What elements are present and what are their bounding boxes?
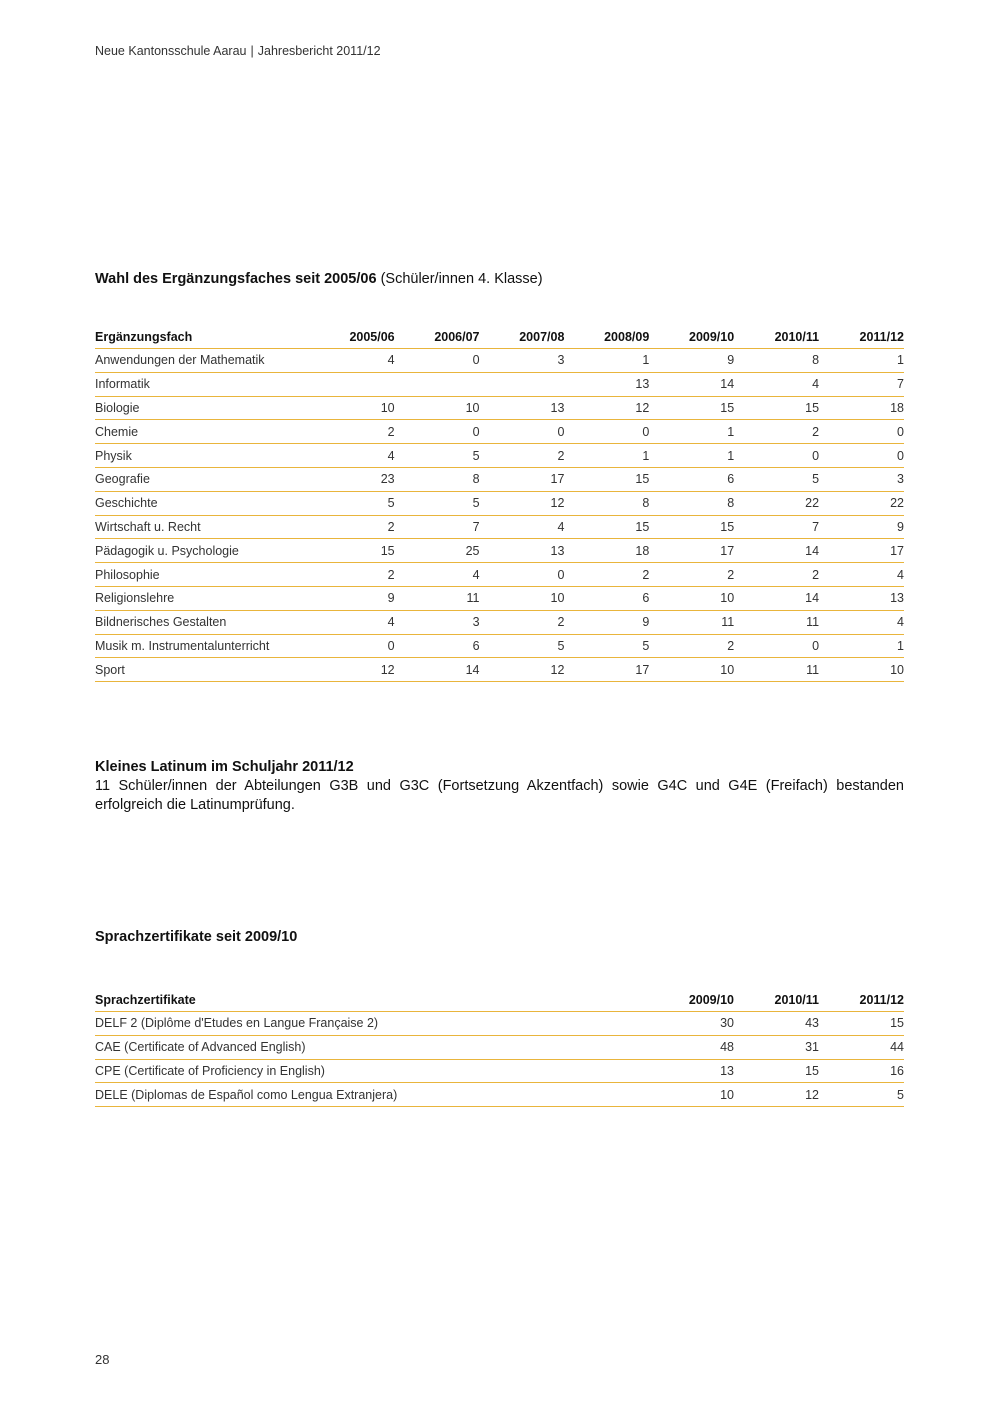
table-cell: 9 — [649, 349, 734, 373]
row-label: Chemie — [95, 420, 310, 444]
table-cell: 0 — [480, 420, 565, 444]
school-name: Neue Kantonsschule Aarau — [95, 44, 247, 58]
table-cell: 2 — [734, 563, 819, 587]
certificates-table — [95, 989, 904, 1107]
table-cell: 3 — [480, 349, 565, 373]
table-cell: 7 — [734, 515, 819, 539]
table-cell: 8 — [564, 491, 649, 515]
table-cell: 9 — [310, 586, 395, 610]
table-cell: 0 — [395, 420, 480, 444]
table-cell: 2 — [310, 420, 395, 444]
column-header: 2011/12 — [819, 326, 904, 349]
table-cell: 5 — [564, 634, 649, 658]
table-cell: 17 — [649, 539, 734, 563]
subject-row — [95, 467, 904, 491]
table-cell — [310, 372, 395, 396]
subject-row — [95, 396, 904, 420]
table-cell: 4 — [819, 563, 904, 587]
row-label: Physik — [95, 444, 310, 468]
table-cell: 0 — [395, 349, 480, 373]
column-header: 2006/07 — [395, 326, 480, 349]
table-cell: 12 — [734, 1083, 819, 1107]
table-cell: 16 — [819, 1059, 904, 1083]
table-cell: 0 — [480, 563, 565, 587]
table-cell: 11 — [395, 586, 480, 610]
table-cell: 18 — [564, 539, 649, 563]
table-cell: 6 — [649, 467, 734, 491]
table-cell: 10 — [395, 396, 480, 420]
row-label: Religionslehre — [95, 586, 310, 610]
table-cell: 17 — [819, 539, 904, 563]
table-cell: 0 — [310, 634, 395, 658]
table-cell: 22 — [734, 491, 819, 515]
table-cell: 15 — [819, 1012, 904, 1036]
table-cell: 9 — [564, 610, 649, 634]
table-cell: 4 — [734, 372, 819, 396]
table-cell: 1 — [564, 349, 649, 373]
column-header: 2007/08 — [480, 326, 565, 349]
table-cell: 22 — [819, 491, 904, 515]
table-cell: 14 — [734, 539, 819, 563]
table-cell: 15 — [649, 515, 734, 539]
table-cell: 0 — [734, 444, 819, 468]
table-cell: 1 — [819, 634, 904, 658]
report-title: Jahresbericht 2011/12 — [257, 44, 381, 58]
table-cell: 15 — [564, 515, 649, 539]
table-cell: 4 — [395, 563, 480, 587]
table-cell: 2 — [649, 563, 734, 587]
table-cell: 8 — [649, 491, 734, 515]
row-label: Anwendungen der Mathematik — [95, 349, 310, 373]
column-header: 2009/10 — [649, 326, 734, 349]
table-cell: 15 — [734, 396, 819, 420]
row-label: Geschichte — [95, 491, 310, 515]
table-cell: 44 — [819, 1035, 904, 1059]
subject-row — [95, 563, 904, 587]
column-header: 2010/11 — [734, 989, 819, 1012]
latinum-text: 11 Schüler/innen der Abteilungen G3B und G3C (Fortsetzung Akzentfach) sowie G4C und G4E (Freifach) bestanden erfolgreich die Latinumprüfung. — [95, 778, 904, 813]
column-header: 2011/12 — [819, 989, 904, 1012]
table-cell: 4 — [310, 610, 395, 634]
table-cell: 11 — [649, 610, 734, 634]
subjects-table — [95, 326, 904, 682]
subject-row — [95, 634, 904, 658]
table-cell: 1 — [819, 349, 904, 373]
table-cell: 10 — [480, 586, 565, 610]
row-label: Informatik — [95, 372, 310, 396]
subject-row — [95, 349, 904, 373]
subject-row — [95, 372, 904, 396]
table-cell: 6 — [395, 634, 480, 658]
column-header: 2008/09 — [564, 326, 649, 349]
certificate-row — [95, 1035, 904, 1059]
table-cell: 2 — [480, 610, 565, 634]
row-label: Bildnerisches Gestalten — [95, 610, 310, 634]
table-cell: 7 — [819, 372, 904, 396]
table-cell: 7 — [395, 515, 480, 539]
table-cell: 4 — [819, 610, 904, 634]
table-cell: 18 — [819, 396, 904, 420]
column-header: Ergänzungsfach — [95, 326, 310, 349]
column-header: 2010/11 — [734, 326, 819, 349]
subject-row — [95, 491, 904, 515]
table-cell: 11 — [734, 658, 819, 682]
row-label: Sport — [95, 658, 310, 682]
table-cell: 0 — [734, 634, 819, 658]
table-cell: 10 — [649, 658, 734, 682]
table-cell: 12 — [480, 491, 565, 515]
table-cell: 23 — [310, 467, 395, 491]
table-cell: 48 — [649, 1035, 734, 1059]
table-cell: 8 — [395, 467, 480, 491]
table-cell: 30 — [649, 1012, 734, 1036]
table-cell: 3 — [819, 467, 904, 491]
table-cell: 14 — [395, 658, 480, 682]
table-cell: 0 — [564, 420, 649, 444]
row-label: DELE (Diplomas de Español como Lengua Extranjera) — [95, 1083, 649, 1107]
table-cell — [480, 372, 565, 396]
table-cell: 8 — [734, 349, 819, 373]
subject-row — [95, 420, 904, 444]
table-cell: 4 — [310, 349, 395, 373]
table-cell: 13 — [819, 586, 904, 610]
row-label: Philosophie — [95, 563, 310, 587]
header-separator: | — [250, 44, 254, 58]
table-cell: 17 — [480, 467, 565, 491]
table-cell: 5 — [480, 634, 565, 658]
subjects-header-row — [95, 326, 904, 349]
column-header: 2009/10 — [649, 989, 734, 1012]
table-cell: 15 — [564, 467, 649, 491]
table-cell: 12 — [310, 658, 395, 682]
table-cell: 3 — [395, 610, 480, 634]
table-cell: 13 — [480, 396, 565, 420]
table-cell: 15 — [310, 539, 395, 563]
table-cell: 25 — [395, 539, 480, 563]
table-cell: 5 — [395, 444, 480, 468]
subjects-title-note: (Schüler/innen 4. Klasse) — [380, 271, 543, 287]
table-cell: 2 — [564, 563, 649, 587]
table-cell: 10 — [819, 658, 904, 682]
running-header — [95, 44, 381, 58]
table-cell: 1 — [649, 444, 734, 468]
row-label: Geografie — [95, 467, 310, 491]
certificate-row — [95, 1083, 904, 1107]
table-cell: 31 — [734, 1035, 819, 1059]
column-header: Sprachzertifikate — [95, 989, 649, 1012]
table-cell: 2 — [310, 563, 395, 587]
table-cell: 17 — [564, 658, 649, 682]
latinum-section — [95, 758, 904, 815]
certificates-section-title — [95, 929, 297, 945]
table-cell: 11 — [734, 610, 819, 634]
page-number: 28 — [95, 1352, 110, 1367]
certificate-row — [95, 1012, 904, 1036]
table-cell: 15 — [649, 396, 734, 420]
table-cell: 0 — [819, 420, 904, 444]
subjects-section-title — [95, 271, 543, 287]
table-cell — [395, 372, 480, 396]
subject-row — [95, 658, 904, 682]
table-cell: 14 — [734, 586, 819, 610]
subject-row — [95, 444, 904, 468]
row-label: Biologie — [95, 396, 310, 420]
table-cell: 2 — [649, 634, 734, 658]
table-cell: 12 — [480, 658, 565, 682]
table-cell: 1 — [564, 444, 649, 468]
subjects-title-bold: Wahl des Ergänzungsfaches seit 2005/06 — [95, 271, 377, 287]
certificates-table-body — [95, 1012, 904, 1107]
table-cell: 2 — [310, 515, 395, 539]
table-cell: 0 — [819, 444, 904, 468]
latinum-title: Kleines Latinum im Schuljahr 2011/12 — [95, 759, 354, 775]
row-label: DELF 2 (Diplôme d'Etudes en Langue Française 2) — [95, 1012, 649, 1036]
table-cell: 9 — [819, 515, 904, 539]
subject-row — [95, 586, 904, 610]
table-cell: 5 — [819, 1083, 904, 1107]
certificates-title: Sprachzertifikate seit 2009/10 — [95, 929, 298, 945]
row-label: Wirtschaft u. Recht — [95, 515, 310, 539]
row-label: CAE (Certificate of Advanced English) — [95, 1035, 649, 1059]
table-cell: 10 — [649, 586, 734, 610]
column-header: 2005/06 — [310, 326, 395, 349]
row-label: CPE (Certificate of Proficiency in English) — [95, 1059, 649, 1083]
table-cell: 13 — [649, 1059, 734, 1083]
table-cell: 6 — [564, 586, 649, 610]
table-cell: 14 — [649, 372, 734, 396]
subjects-table-body — [95, 349, 904, 682]
subject-row — [95, 539, 904, 563]
certificates-header-row — [95, 989, 904, 1012]
table-cell: 10 — [649, 1083, 734, 1107]
row-label: Musik m. Instrumentalunterricht — [95, 634, 310, 658]
table-cell: 2 — [734, 420, 819, 444]
table-cell: 1 — [649, 420, 734, 444]
table-cell: 5 — [395, 491, 480, 515]
table-cell: 13 — [480, 539, 565, 563]
table-cell: 4 — [480, 515, 565, 539]
subject-row — [95, 610, 904, 634]
table-cell: 12 — [564, 396, 649, 420]
table-cell: 4 — [310, 444, 395, 468]
table-cell: 10 — [310, 396, 395, 420]
row-label: Pädagogik u. Psychologie — [95, 539, 310, 563]
subject-row — [95, 515, 904, 539]
table-cell: 2 — [480, 444, 565, 468]
table-cell: 15 — [734, 1059, 819, 1083]
certificate-row — [95, 1059, 904, 1083]
table-cell: 5 — [310, 491, 395, 515]
table-cell: 5 — [734, 467, 819, 491]
table-cell: 43 — [734, 1012, 819, 1036]
table-cell: 13 — [564, 372, 649, 396]
